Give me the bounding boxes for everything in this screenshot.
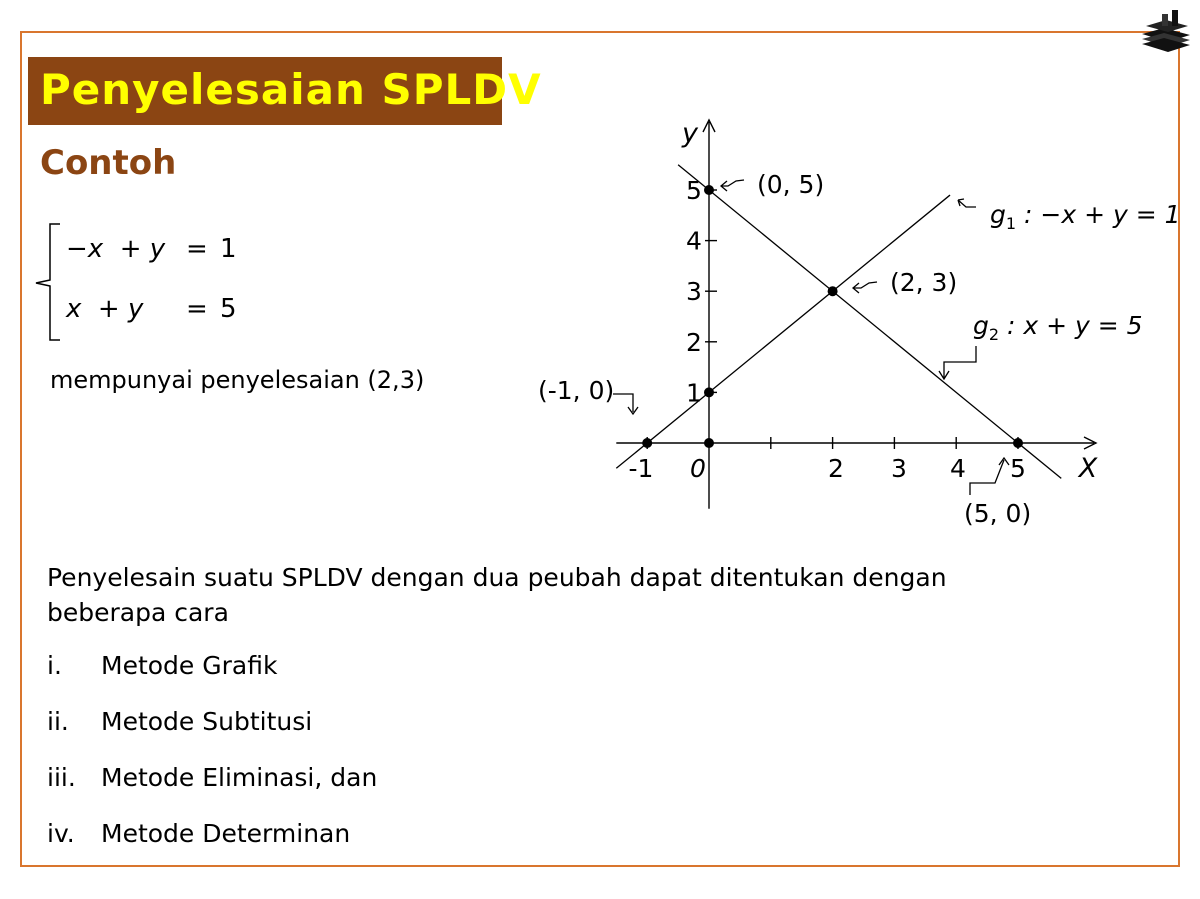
intro-paragraph: Penyelesain suatu SPLDV dengan dua peubah dapat ditentukan dengan beberapa cara: [47, 563, 947, 627]
data-point: [704, 185, 714, 195]
y-tick-label: 3: [686, 277, 702, 307]
line-label-g2-pointer: [939, 346, 976, 379]
list-item-eliminasi: [47, 763, 377, 792]
x-axis-label: X: [1078, 453, 1098, 484]
list-label: Metode Eliminasi, dan: [101, 763, 378, 792]
data-point: [704, 387, 714, 397]
equation-2-equals: =: [186, 294, 208, 324]
x-tick-label: -1: [628, 454, 654, 483]
page-title: Penyelesaian SPLDV: [40, 65, 542, 114]
section-heading: Contoh: [40, 143, 177, 183]
point-pointer: [970, 460, 1004, 495]
list-label: Metode Subtitusi: [101, 707, 313, 736]
list-item-determinan: [47, 819, 350, 848]
x-tick-label: 5: [1010, 454, 1026, 483]
y-axis-label: y: [682, 118, 698, 149]
list-marker: iii.: [47, 763, 76, 792]
y-tick-label: 2: [686, 327, 702, 357]
equation-2-lhs: x + y: [66, 294, 144, 324]
equation-1-rhs: 1: [220, 234, 237, 264]
equation-2-rhs: 5: [220, 294, 237, 324]
series-line-g1: [616, 195, 950, 468]
x-tick-label: 4: [950, 454, 966, 483]
y-tick-label: 4: [686, 226, 702, 256]
list-item-grafik: [47, 651, 277, 680]
x-tick-label: 2: [828, 454, 844, 483]
solution-note: mempunyai penyelesaian (2,3): [50, 366, 425, 394]
list-label: Metode Grafik: [101, 651, 278, 680]
point-label: (0, 5): [757, 170, 825, 199]
list-marker: iv.: [47, 819, 75, 848]
line-label-g2: $g_2$ : x + y = 5: [973, 311, 1143, 344]
list-marker: ii.: [47, 707, 69, 736]
y-tick-label: 5: [686, 176, 702, 205]
y-tick-label: 1: [686, 378, 702, 408]
equation-1-lhs: −x + y: [66, 234, 166, 264]
line-label-g1: $g_1$ : −x + y = 1: [990, 200, 1181, 233]
data-point: [828, 286, 838, 296]
point-label: (5, 0): [964, 499, 1032, 528]
point-label: (-1, 0): [538, 376, 615, 405]
point-label: (2, 3): [890, 268, 958, 297]
data-point: [642, 438, 652, 448]
equation-1-equals: =: [186, 234, 208, 264]
list-label: Metode Determinan: [101, 819, 351, 848]
data-point: [1013, 438, 1023, 448]
list-marker: i.: [47, 651, 62, 680]
list-item-subtitusi: [47, 707, 312, 736]
data-point: [704, 438, 714, 448]
line-label-g1-pointer: [958, 199, 976, 207]
x-tick-label: 3: [891, 454, 907, 483]
x-tick-label: 0: [690, 454, 706, 483]
